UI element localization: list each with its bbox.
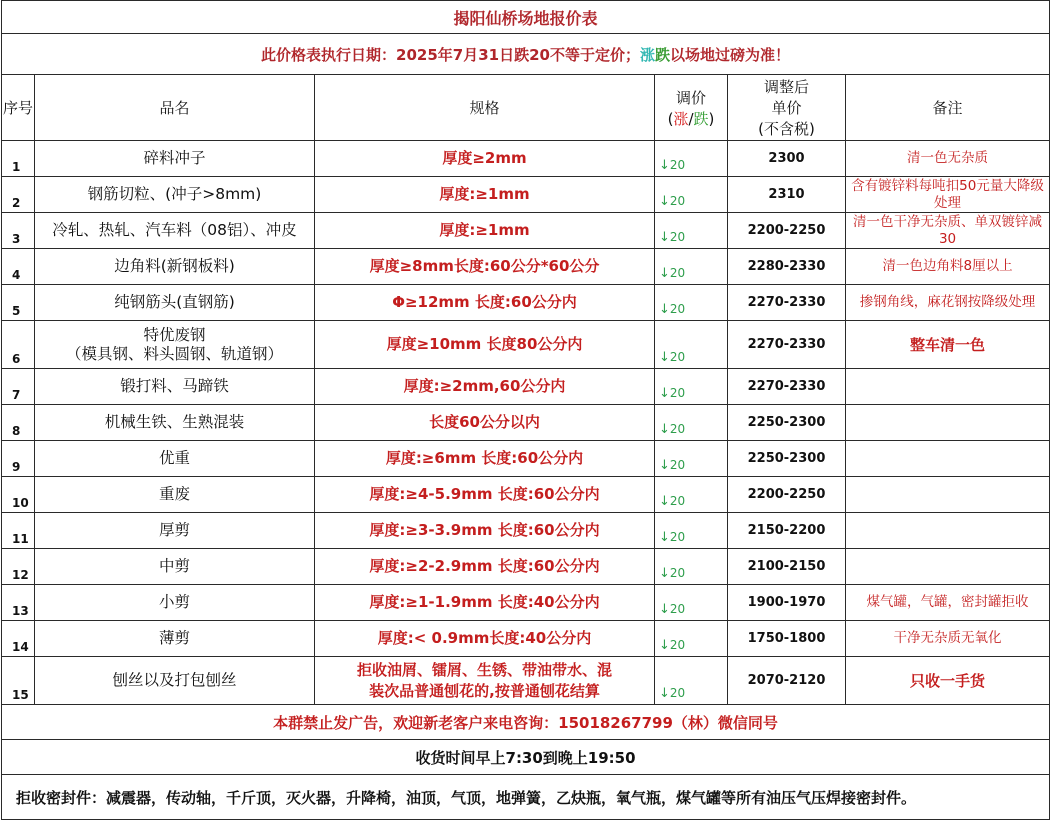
date-notice (2, 34, 1050, 75)
table-row (2, 177, 1050, 213)
price-adjustment (655, 321, 728, 369)
table-row (2, 477, 1050, 513)
price-adjustment (655, 477, 728, 513)
row-number: 7 (2, 369, 35, 405)
notice-text: 此价格表执行日期：2025年7月31日跌20不等于定价； (261, 45, 640, 64)
item-name: 薄剪 (35, 621, 315, 657)
remark (846, 549, 1050, 585)
remark: 掺钢角线，麻花钢按降级处理 (846, 285, 1050, 321)
row-number: 3 (2, 213, 35, 249)
remark: 清一色边角料8厘以上 (846, 249, 1050, 285)
remark: 整车清一色 (846, 321, 1050, 369)
down-arrow-icon: ↓ (659, 230, 670, 245)
item-spec: 厚度≥8mm长度:60公分*60公分 (315, 249, 655, 285)
remark: 干净无杂质无氧化 (846, 621, 1050, 657)
adjust-value: 20 (669, 530, 686, 544)
unit-price: 2270-2330 (728, 369, 846, 405)
table-row (2, 405, 1050, 441)
header-spec: 规格 (315, 75, 655, 141)
adjust-value: 20 (669, 638, 686, 652)
row-number: 1 (2, 141, 35, 177)
down-arrow-icon: ↓ (659, 602, 670, 617)
footer-ad: 本群禁止发广告，欢迎新老客户来电咨询：15018267799（林）微信同号 (2, 705, 1050, 740)
item-spec: Φ≥12mm 长度:60公分内 (315, 285, 655, 321)
item-spec: 拒收油屑、镭屑、生锈、带油带水、混 装次品普通刨花的,按普通刨花结算 (315, 657, 655, 705)
remark: 含有镀锌料每吨扣50元量大降级处理 (846, 177, 1050, 213)
price-adjustment (655, 549, 728, 585)
notice-down: 跌 (655, 45, 671, 64)
item-spec: 厚度:≥6mm 长度:60公分内 (315, 441, 655, 477)
price-adjustment (655, 585, 728, 621)
row-number: 13 (2, 585, 35, 621)
row-number: 11 (2, 513, 35, 549)
item-name: 机械生铁、生熟混装 (35, 405, 315, 441)
unit-price: 2250-2300 (728, 405, 846, 441)
price-adjustment (655, 141, 728, 177)
unit-price: 2310 (728, 177, 846, 213)
row-number: 8 (2, 405, 35, 441)
adjust-value: 20 (669, 158, 686, 172)
table-row (2, 249, 1050, 285)
table-row (2, 213, 1050, 249)
row-number: 15 (2, 657, 35, 705)
table-row (2, 441, 1050, 477)
item-spec: 厚度:≥3-3.9mm 长度:60公分内 (315, 513, 655, 549)
item-name: 厚剪 (35, 513, 315, 549)
footer-reject: 拒收密封件：减震器，传动轴，千斤顶，灭火器，升降椅，油顶，气顶，地弹簧，乙炔瓶，氧气瓶，煤气罐等所有油压气压焊接密封件。 (2, 775, 1050, 820)
adjust-value: 20 (669, 686, 686, 700)
adjust-value: 20 (669, 230, 686, 244)
item-spec: 厚度:≥2-2.9mm 长度:60公分内 (315, 549, 655, 585)
item-name: 特优废钢 （模具钢、料头圆钢、轨道钢） (35, 321, 315, 369)
down-arrow-icon: ↓ (659, 566, 670, 581)
adjust-value: 20 (669, 350, 686, 364)
item-spec: 厚度:≥1-1.9mm 长度:40公分内 (315, 585, 655, 621)
remark (846, 405, 1050, 441)
header-price: 调整后 单价 (不含税) (728, 75, 846, 141)
row-number: 2 (2, 177, 35, 213)
table-row (2, 141, 1050, 177)
item-name: 重废 (35, 477, 315, 513)
unit-price: 2270-2330 (728, 285, 846, 321)
price-adjustment (655, 441, 728, 477)
price-adjustment (655, 657, 728, 705)
row-number: 6 (2, 321, 35, 369)
unit-price: 1750-1800 (728, 621, 846, 657)
item-spec: 厚度:< 0.9mm长度:40公分内 (315, 621, 655, 657)
item-name: 纯钢筋头(直钢筋) (35, 285, 315, 321)
adjust-value: 20 (669, 602, 686, 616)
unit-price: 1900-1970 (728, 585, 846, 621)
table-row (2, 321, 1050, 369)
table-row (2, 285, 1050, 321)
down-arrow-icon: ↓ (659, 530, 670, 545)
item-name: 中剪 (35, 549, 315, 585)
footer-hours: 收货时间早上7:30到晚上19:50 (2, 740, 1050, 775)
item-spec: 厚度:≥1mm (315, 213, 655, 249)
unit-price: 2200-2250 (728, 477, 846, 513)
unit-price: 2280-2330 (728, 249, 846, 285)
down-arrow-icon: ↓ (659, 386, 670, 401)
item-spec: 长度60公分以内 (315, 405, 655, 441)
price-adjustment (655, 213, 728, 249)
down-arrow-icon: ↓ (659, 686, 670, 701)
down-arrow-icon: ↓ (659, 350, 670, 365)
price-table (1, 0, 1050, 820)
item-name: 小剪 (35, 585, 315, 621)
remark (846, 477, 1050, 513)
unit-price: 2070-2120 (728, 657, 846, 705)
down-arrow-icon: ↓ (659, 158, 670, 173)
unit-price: 2150-2200 (728, 513, 846, 549)
unit-price: 2270-2330 (728, 321, 846, 369)
adjust-value: 20 (669, 302, 686, 316)
adjust-value: 20 (669, 194, 686, 208)
item-name: 边角料(新钢板料) (35, 249, 315, 285)
notice-tail: 以场地过磅为准！ (670, 45, 791, 64)
price-adjustment (655, 249, 728, 285)
header-adjust-direction: (涨/跌) (667, 109, 715, 128)
item-spec: 厚度:≥1mm (315, 177, 655, 213)
unit-price: 2100-2150 (728, 549, 846, 585)
item-spec: 厚度≥10mm 长度80公分内 (315, 321, 655, 369)
header-adjust-label: 调价 (675, 88, 706, 107)
down-arrow-icon: ↓ (659, 266, 670, 281)
item-name: 锻打料、马蹄铁 (35, 369, 315, 405)
row-number: 10 (2, 477, 35, 513)
price-adjustment (655, 405, 728, 441)
table-row (2, 549, 1050, 585)
down-arrow-icon: ↓ (659, 458, 670, 473)
row-number: 14 (2, 621, 35, 657)
down-arrow-icon: ↓ (659, 302, 670, 317)
row-number: 9 (2, 441, 35, 477)
row-number: 12 (2, 549, 35, 585)
header-no: 序号 (2, 75, 35, 141)
remark (846, 441, 1050, 477)
item-spec: 厚度≥2mm (315, 141, 655, 177)
price-adjustment (655, 513, 728, 549)
table-row (2, 621, 1050, 657)
adjust-value: 20 (669, 494, 686, 508)
down-arrow-icon: ↓ (659, 638, 670, 653)
adjust-value: 20 (669, 422, 686, 436)
down-arrow-icon: ↓ (659, 494, 670, 509)
unit-price: 2300 (728, 141, 846, 177)
price-adjustment (655, 369, 728, 405)
item-spec: 厚度:≥4-5.9mm 长度:60公分内 (315, 477, 655, 513)
item-name: 冷轧、热轧、汽车料（08铝）、冲皮 (35, 213, 315, 249)
remark (846, 513, 1050, 549)
down-arrow-icon: ↓ (659, 422, 670, 437)
table-row (2, 657, 1050, 705)
price-adjustment (655, 621, 728, 657)
header-remark: 备注 (846, 75, 1050, 141)
adjust-value: 20 (669, 458, 686, 472)
adjust-value: 20 (669, 266, 686, 280)
item-name: 钢筋切粒、(冲子>8mm) (35, 177, 315, 213)
table-row (2, 585, 1050, 621)
unit-price: 2250-2300 (728, 441, 846, 477)
notice-up: 涨 (639, 45, 655, 64)
table-row (2, 513, 1050, 549)
remark: 清一色干净无杂质、单双镀锌减30 (846, 213, 1050, 249)
header-adjust (655, 75, 728, 141)
item-name: 优重 (35, 441, 315, 477)
item-name: 刨丝以及打包刨丝 (35, 657, 315, 705)
price-adjustment (655, 177, 728, 213)
page-title: 揭阳仙桥场地报价表 (2, 1, 1050, 34)
row-number: 4 (2, 249, 35, 285)
item-spec: 厚度:≥2mm,60公分内 (315, 369, 655, 405)
row-number: 5 (2, 285, 35, 321)
down-arrow-icon: ↓ (659, 194, 670, 209)
remark: 清一色无杂质 (846, 141, 1050, 177)
remark: 煤气罐，气罐，密封罐拒收 (846, 585, 1050, 621)
remark (846, 369, 1050, 405)
header-name: 品名 (35, 75, 315, 141)
price-adjustment (655, 285, 728, 321)
adjust-value: 20 (669, 566, 686, 580)
table-row (2, 369, 1050, 405)
unit-price: 2200-2250 (728, 213, 846, 249)
item-name: 碎料冲子 (35, 141, 315, 177)
remark: 只收一手货 (846, 657, 1050, 705)
adjust-value: 20 (669, 386, 686, 400)
